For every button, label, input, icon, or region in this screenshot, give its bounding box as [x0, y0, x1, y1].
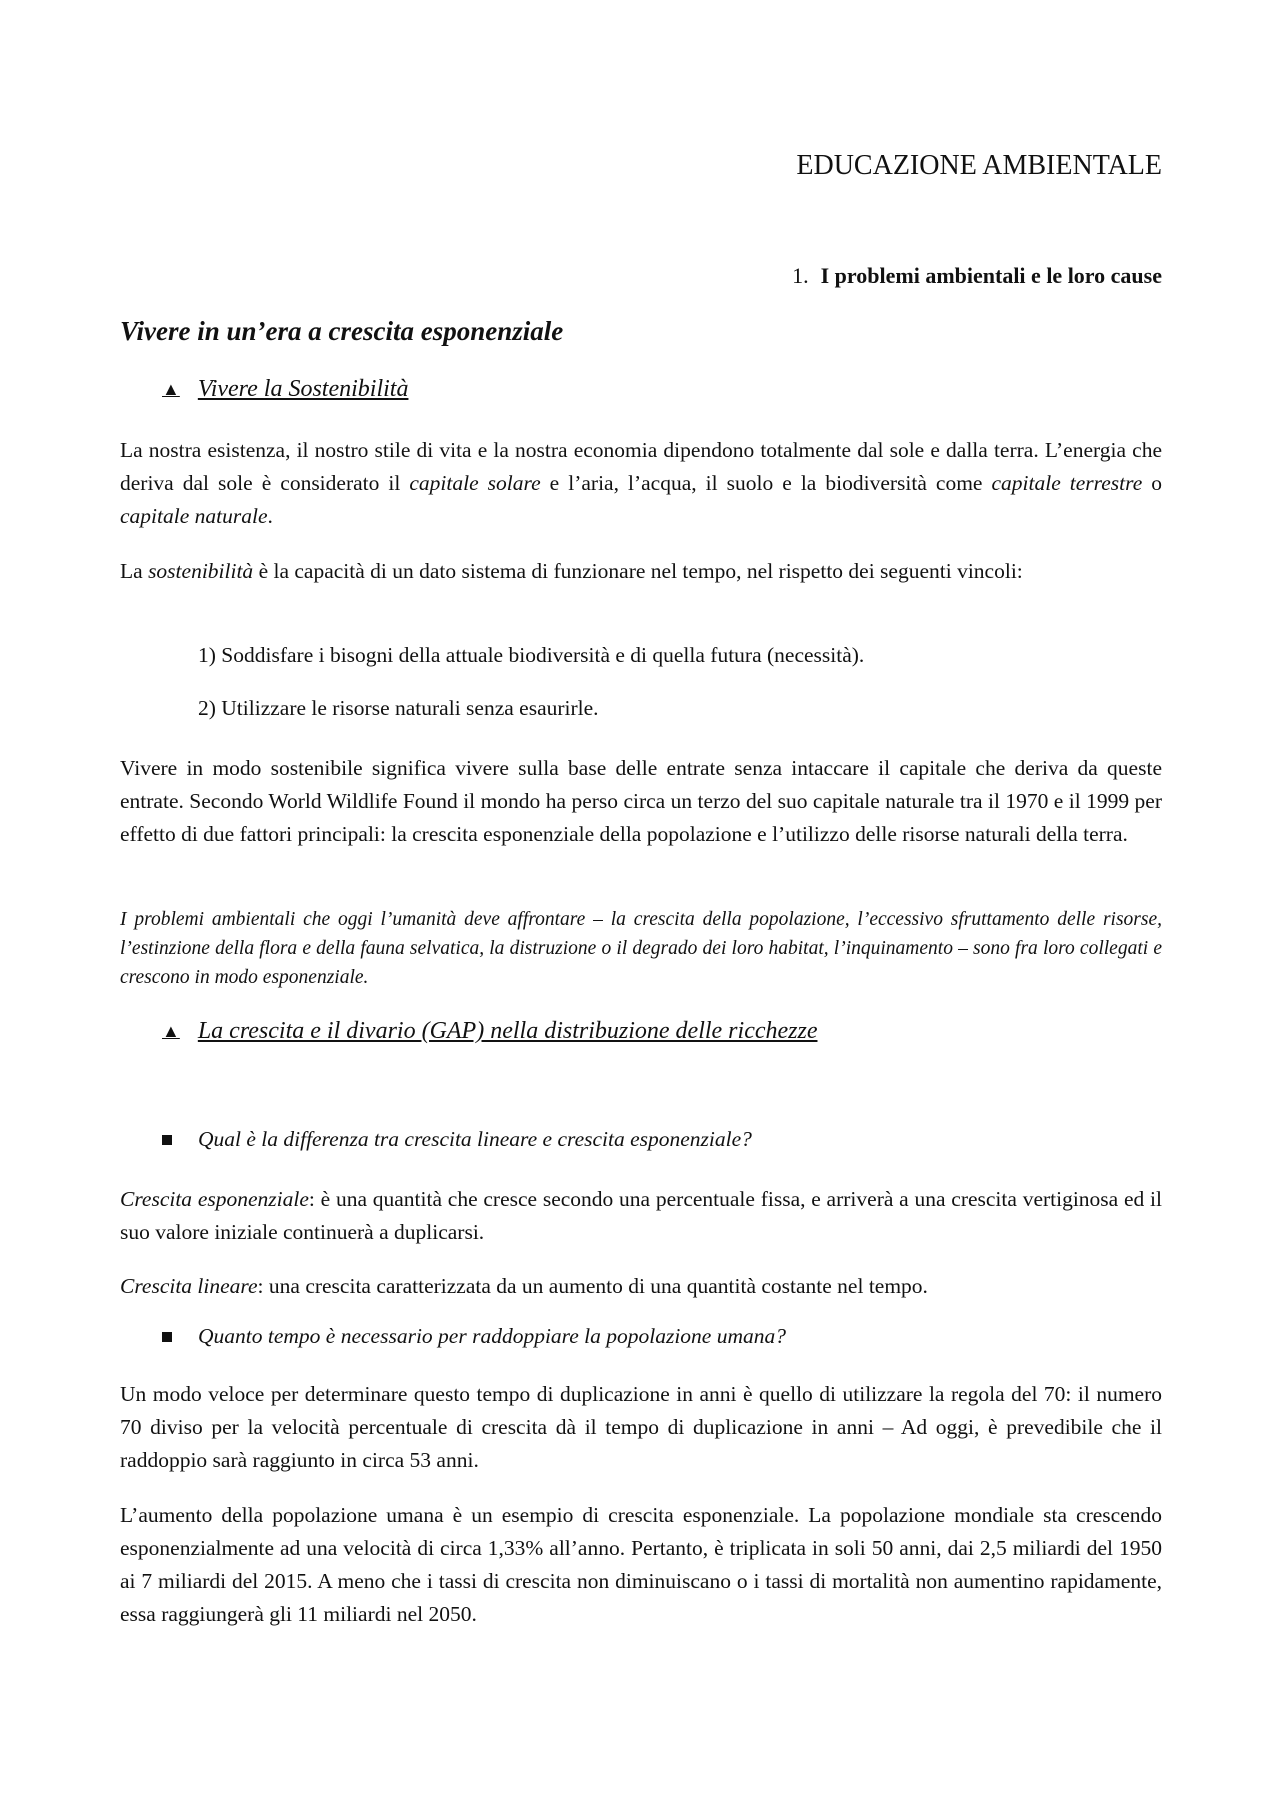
emphasis: capitale solare — [409, 471, 541, 495]
subsection-title: La crescita e il divario (GAP) nella distribuzione delle ricchezze — [197, 1018, 818, 1044]
question-item — [162, 1127, 752, 1152]
paragraph — [120, 1270, 1162, 1303]
quote-paragraph: I problemi ambientali che oggi l’umanità deve affrontare – la crescita della popolazione, l’eccessivo sfruttamento delle risorse, l’estinzione della flora e della fauna selvatica, la distruzione o il degrado dei loro habitat, l’inquinamento – sono fra loro collegati e crescono in modo esponenziale. — [120, 909, 1162, 988]
definition-term: Crescita esponenziale — [120, 1187, 309, 1211]
question-text: Qual è la differenza tra crescita lineare e crescita esponenziale? — [198, 1127, 752, 1151]
square-bullet-icon — [162, 1332, 172, 1342]
triangle-bullet-icon: ▲ — [162, 379, 180, 399]
emphasis: capitale naturale — [120, 504, 268, 528]
chapter-heading — [0, 263, 1162, 289]
subsection-title: Vivere la Sostenibilità — [197, 376, 409, 402]
text-run: è la capacità di un dato sistema di funzionare nel tempo, nel rispetto dei seguenti vincoli: — [253, 559, 1023, 583]
text-run: La — [120, 559, 149, 583]
question-text: Quanto tempo è necessario per raddoppiare la popolazione umana? — [198, 1324, 787, 1348]
text-run: : è una quantità che cresce secondo una percentuale fissa, e arriverà a una crescita vertiginosa ed il suo valore iniziale continuerà a duplicarsi. — [120, 1187, 1162, 1244]
section-title: Vivere in un’era a crescita esponenziale — [120, 316, 564, 346]
subsection-heading — [162, 376, 408, 403]
text-run: : una crescita caratterizzata da un aumento di una quantità costante nel tempo. — [257, 1274, 928, 1298]
paragraph: Un modo veloce per determinare questo tempo di duplicazione in anni è quello di utilizzare la regola del 70: il numero 70 diviso per la velocità percentuale di crescita dà il tempo di duplicazione in anni – Ad oggi, è prevedibile che il raddoppio sarà raggiunto in circa 53 anni. — [120, 1382, 1162, 1472]
paragraph — [120, 434, 1162, 533]
chapter-label: I problemi ambientali e le loro cause — [820, 263, 1162, 288]
paragraph — [120, 1183, 1162, 1249]
subsection-heading — [162, 1018, 817, 1045]
paragraph: Vivere in modo sostenibile significa vivere sulla base delle entrate senza intaccare il capitale che deriva da queste entrate. Secondo World Wildlife Found il mondo ha perso circa un terzo del suo capitale naturale tra il 1970 e il 1999 per effetto di due fattori principali: la crescita esponenziale della popolazione e l’utilizzo delle risorse naturali della terra. — [120, 756, 1162, 846]
paragraph — [120, 555, 1162, 588]
paragraph: L’aumento della popolazione umana è un esempio di crescita esponenziale. La popolazione mondiale sta crescendo esponenzialmente ad una velocità di circa 1,33% all’anno. Pertanto, è triplicata in soli 50 anni, dai 2,5 miliardi del 1950 ai 7 miliardi del 2015. A meno che i tassi di crescita non diminuiscano o i tassi di mortalità non aumentino rapidamente, essa raggiungerà gli 11 miliardi nel 2050. — [120, 1503, 1162, 1626]
square-bullet-icon — [162, 1135, 172, 1145]
text-run: o — [1142, 471, 1163, 495]
text-run: e l’aria, l’acqua, il suolo e la biodiversità come — [540, 471, 992, 495]
document-title: EDUCAZIONE AMBIENTALE — [796, 150, 1162, 181]
triangle-bullet-icon: ▲ — [162, 1021, 180, 1041]
question-item — [162, 1324, 786, 1349]
emphasis: sostenibilità — [148, 559, 254, 583]
chapter-number: 1. — [792, 263, 809, 288]
list-item: 2) Utilizzare le risorse naturali senza esaurirle. — [198, 696, 599, 720]
list-item: 1) Soddisfare i bisogni della attuale biodiversità e di quella futura (necessità). — [198, 643, 865, 667]
definition-term: Crescita lineare — [120, 1274, 258, 1298]
text-run: . — [267, 504, 273, 528]
text-run: La nostra esistenza, il nostro stile di vita e la nostra economia dipendono totalmente dal sole e dalla terra. L’energia che deriva dal sole è considerato il — [120, 438, 1162, 495]
emphasis: capitale terrestre — [991, 471, 1143, 495]
